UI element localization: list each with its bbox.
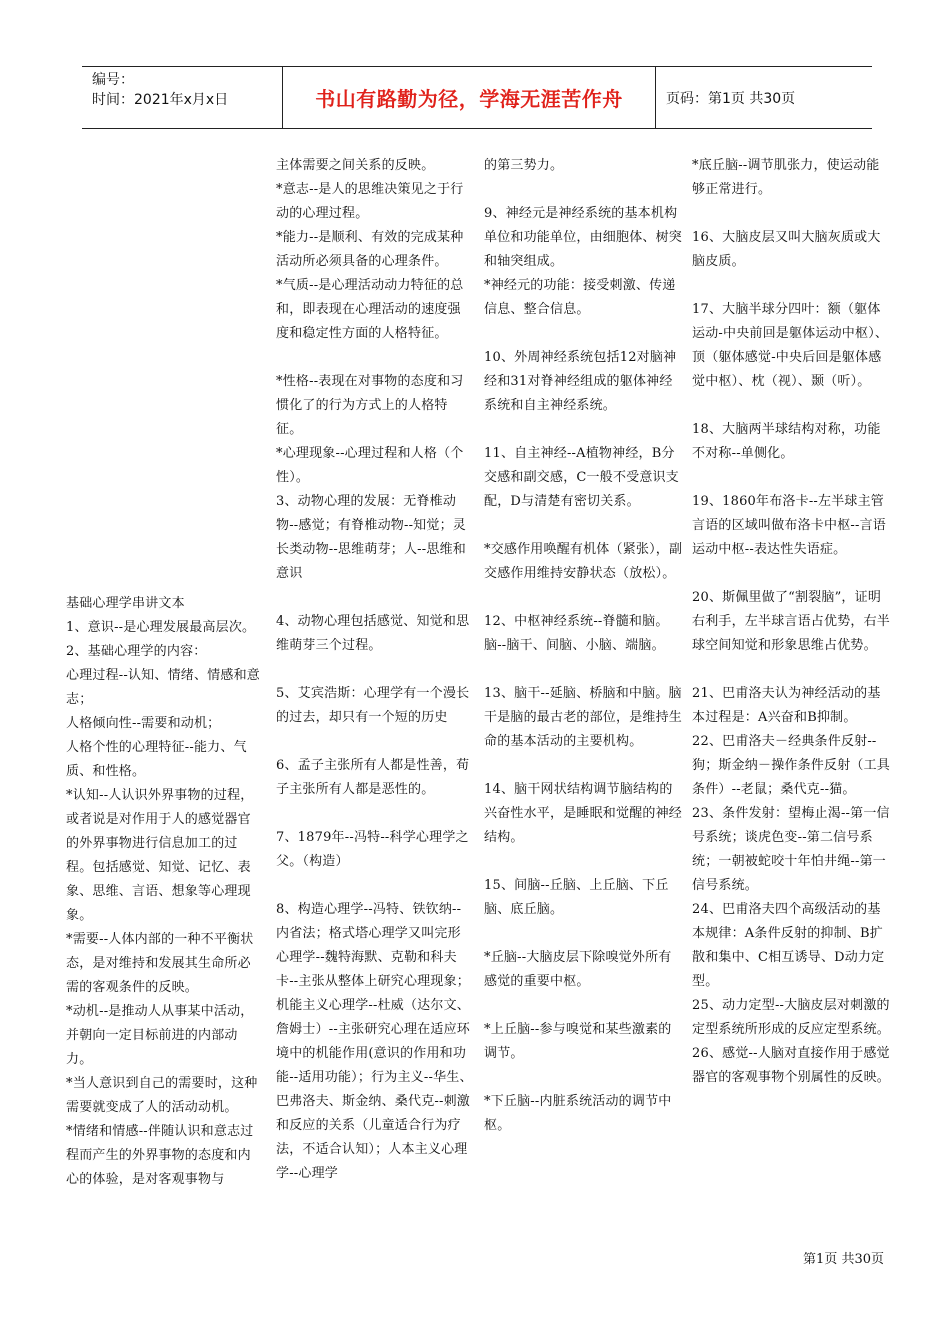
text-column-3 xyxy=(484,154,684,1138)
paragraph-spacer xyxy=(484,514,684,538)
paragraph: *需要--人体内部的一种不平衡状态，是对维持和发展其生命所必需的客观条件的反映。 xyxy=(66,932,254,995)
paragraph: 13、脑干--延脑、桥脑和中脑。脑干是脑的最古老的部位，是维持生命的基本活动的主要机构。 xyxy=(484,686,683,749)
paragraph: *神经元的功能：接受刺激、传递信息、整合信息。 xyxy=(484,278,676,317)
paragraph: *心理现象--心理过程和人格（个性）。 xyxy=(276,446,464,485)
paragraph-spacer xyxy=(692,274,892,298)
paragraph: *交感作用唤醒有机体（紧张），副交感作用维持安静状态（放松）。 xyxy=(484,542,683,581)
paragraph: *认知--人认识外界事物的过程，或者说是对作用于人的感觉器官的外界事物进行信息加工的过程。包括感觉、知觉、记忆、表象、思维、言语、想象等心理现象。 xyxy=(66,788,254,923)
paragraph: 人格个性的心理特征--能力、气质、和性格。 xyxy=(66,740,247,779)
paragraph: 主体需要之间关系的反映。 xyxy=(276,158,435,173)
paragraph: 20、斯佩里做了“割裂脑”，证明右利手，左半球言语占优势，右半球空间知觉和形象思维占优势。 xyxy=(692,590,891,653)
paragraph: 6、孟子主张所有人都是性善，荀子主张所有人都是恶性的。 xyxy=(276,758,470,797)
paragraph: 24、巴甫洛夫四个高级活动的基本规律：A条件反射的抑制、B扩散和集中、C相互诱导、D动力定型。 xyxy=(692,902,885,989)
paragraph: *下丘脑--内脏系统活动的调节中枢。 xyxy=(484,1094,672,1133)
paragraph: 10、外周神经系统包括12对脑神经和31对脊神经组成的躯体神经系统和自主神经系统。 xyxy=(484,350,677,413)
paragraph-spacer xyxy=(276,802,473,826)
paragraph: 16、大脑皮层又叫大脑灰质或大脑皮质。 xyxy=(692,230,881,269)
paragraph: 18、大脑两半球结构对称，功能不对称--单侧化。 xyxy=(692,422,881,461)
paragraph-spacer xyxy=(276,346,473,370)
header-motto: 书山有路勤为径，学海无涯苦作舟 xyxy=(282,67,656,128)
paragraph-spacer xyxy=(276,874,473,898)
paragraph-spacer xyxy=(692,394,892,418)
paragraph: 12、中枢神经系统--脊髓和脑。脑--脑干、间脑、小脑、端脑。 xyxy=(484,614,669,653)
paragraph-spacer xyxy=(692,562,892,586)
paragraph-spacer xyxy=(276,658,473,682)
paragraph-spacer xyxy=(484,754,684,778)
paragraph: 26、感觉--人脑对直接作用于感觉器官的客观事物个别属性的反映。 xyxy=(692,1046,891,1085)
paragraph: 心理过程--认知、情绪、情感和意志； xyxy=(66,668,260,707)
paragraph-spacer xyxy=(484,1066,684,1090)
paragraph: *丘脑--大脑皮层下除嗅觉外所有感觉的重要中枢。 xyxy=(484,950,672,989)
paragraph: 17、大脑半球分四叶：额（躯体运动-中央前回是躯体运动中枢）、顶（躯体感觉-中央后回是躯体感觉中枢）、枕（视）、颞（听）。 xyxy=(692,302,889,389)
paragraph: 7、1879年--冯特--科学心理学之父。（构造） xyxy=(276,830,469,869)
paragraph: 基础心理学串讲文本 xyxy=(66,596,185,611)
paragraph: *情绪和情感--伴随认识和意志过程而产生的外界事物的态度和内心的体验，是对客观事物与 xyxy=(66,1124,254,1187)
paragraph: 21、巴甫洛夫认为神经活动的基本过程是：A兴奋和B抑制。 xyxy=(692,686,881,725)
paragraph: 22、巴甫洛夫－经典条件反射--狗；斯金纳－操作条件反射（工具条件）--老鼠；桑代克--猫。 xyxy=(692,734,891,797)
header-meta xyxy=(82,67,282,128)
paragraph-spacer xyxy=(484,658,684,682)
document-time-label: 时间：2021年x月x日 xyxy=(92,92,229,108)
paragraph: 14、脑干网状结构调节脑结构的兴奋性水平，是睡眠和觉醒的神经结构。 xyxy=(484,782,683,845)
paragraph: 4、动物心理包括感觉、知觉和思维萌芽三个过程。 xyxy=(276,614,470,653)
page-header xyxy=(82,66,872,129)
paragraph-spacer xyxy=(692,466,892,490)
page-footer: 第1页 共30页 xyxy=(803,1252,884,1267)
paragraph: *气质--是心理活动动力特征的总和，即表现在心理活动的速度强度和稳定性方面的人格特征。 xyxy=(276,278,464,341)
paragraph: 15、间脑--丘脑、上丘脑、下丘脑、底丘脑。 xyxy=(484,878,669,917)
paragraph-spacer xyxy=(484,586,684,610)
paragraph-spacer xyxy=(692,658,892,682)
paragraph: 11、自主神经--A植物神经，B分交感和副交感，C一般不受意识支配，D与清楚有密切关系。 xyxy=(484,446,679,509)
paragraph-spacer xyxy=(276,730,473,754)
paragraph: 8、构造心理学--冯特、铁钦纳--内省法；格式塔心理学又叫完形心理学--魏特海默、克勒和科夫卡--主张从整体上研究心理现象；机能主义心理学--杜威（达尔文、詹姆士）--主张研究心理在适应环境中的机能作用(意识的作用和功能--适用功能）；行为主义--华生、巴弗洛夫、斯金纳、桑代克--刺激和反应的关系（儿童适合行为疗法，不适合认知）；人本主义心理学--心理学 xyxy=(276,902,473,1181)
text-column-1 xyxy=(66,592,263,1192)
paragraph: 5、艾宾浩斯：心理学有一个漫长的过去，却只有一个短的历史 xyxy=(276,686,470,725)
document-number-label: 编号： xyxy=(92,72,134,88)
paragraph: *上丘脑--参与嗅觉和某些激素的调节。 xyxy=(484,1022,672,1061)
paragraph: 人格倾向性--需要和动机； xyxy=(66,716,221,731)
paragraph-spacer xyxy=(484,850,684,874)
paragraph-spacer xyxy=(484,418,684,442)
paragraph: *底丘脑--调节肌张力，使运动能够正常进行。 xyxy=(692,158,880,197)
paragraph: 19、1860年布洛卡--左半球主管言语的区域叫做布洛卡中枢--言语运动中枢--表达性失语症。 xyxy=(692,494,886,557)
paragraph-spacer xyxy=(692,202,892,226)
paragraph-spacer xyxy=(484,994,684,1018)
paragraph-spacer xyxy=(484,322,684,346)
paragraph: *意志--是人的思维决策见之于行动的心理过程。 xyxy=(276,182,464,221)
paragraph: *动机--是推动人从事某中活动，并朝向一定目标前进的内部动力。 xyxy=(66,1004,254,1067)
paragraph: 9、神经元是神经系统的基本机构单位和功能单位，由细胞体、树突和轴突组成。 xyxy=(484,206,683,269)
paragraph: 25、动力定型--大脑皮层对刺激的定型系统所形成的反应定型系统。 xyxy=(692,998,891,1037)
paragraph-spacer xyxy=(484,178,684,202)
paragraph: *性格--表现在对事物的态度和习惯化了的行为方式上的人格特征。 xyxy=(276,374,464,437)
paragraph: 2、基础心理学的内容： xyxy=(66,644,207,659)
paragraph: 3、动物心理的发展：无脊椎动物--感觉；有脊椎动物--知觉；灵长类动物--思维萌芽；人--思维和意识 xyxy=(276,494,466,581)
paragraph-spacer xyxy=(276,586,473,610)
text-column-4 xyxy=(692,154,892,1090)
paragraph-spacer xyxy=(484,922,684,946)
text-column-2 xyxy=(276,154,473,1186)
paragraph: 1、意识--是心理发展最高层次。 xyxy=(66,620,256,635)
paragraph: *能力--是顺利、有效的完成某种活动所必须具备的心理条件。 xyxy=(276,230,464,269)
header-page-indicator: 页码：第1页 共30页 xyxy=(666,90,796,107)
paragraph: 的第三势力。 xyxy=(484,158,564,173)
paragraph: *当人意识到自己的需要时，这种需要就变成了人的活动动机。 xyxy=(66,1076,258,1115)
paragraph: 23、条件发射：望梅止渴--第一信号系统；谈虎色变--第二信号系统；一朝被蛇咬十年怕井绳--第一信号系统。 xyxy=(692,806,890,893)
